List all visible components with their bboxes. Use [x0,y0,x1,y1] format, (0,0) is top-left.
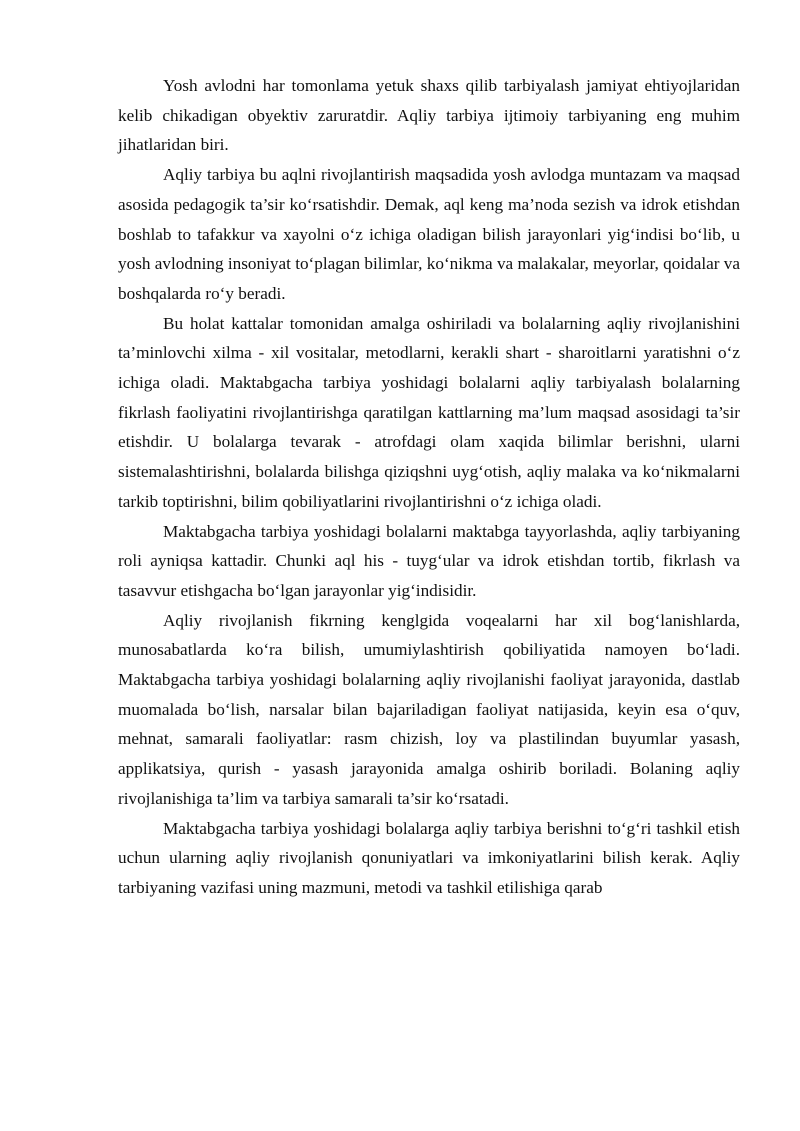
paragraph-2: Aqliy tarbiya bu aqlni rivojlantirish maqsadida yosh avlodga muntazam va maqsad asosida pedagogik ta’sir ko‘rsatishdir. Demak, aql keng ma’noda sezish va idrok etishdan boshlab to tafakkur va xayolni o‘z ichiga oladigan bilish jarayonlari yig‘indisi bo‘lib, u yosh avlodning insoniyat to‘plagan bilimlar, ko‘nikma va malakalar, meyorlar, qoidalar va boshqalarda ro‘y beradi. [118,165,740,303]
paragraph-5: Aqliy rivojlanish fikrning kenglgida voqealarni har xil bog‘lanishlarda, munosabatlarda ko‘ra bilish, umumiylashtirish qobiliyatida namoyen bo‘ladi. Maktabgacha tarbiya yoshidagi bolalarning aqliy rivojlanishi faoliyat jarayonida, dastlab muomalada bo‘lish, narsalar bilan bajariladigan faoliyat natijasida, keyin esa o‘quv, mehnat, samarali faoliyatlar: rasm chizish, loy va plastilindan buyumlar yasash, applikatsiya, qurish - yasash jarayonida amalga oshirib boriladi. Bolaning aqliy rivojlanishiga ta’lim va tarbiya samarali ta’sir ko‘rsatadi. [118,610,740,808]
paragraph-1: Yosh avlodni har tomonlama yetuk shaxs qilib tarbiyalash jamiyat ehtiyojlaridan kelib chikadigan obyektiv zaruratdir. Aqliy tarbiya ijtimoiy tarbiyaning eng muhim jihatlaridan biri. [118,76,740,155]
document-body [118,71,740,903]
paragraph-6: Maktabgacha tarbiya yoshidagi bolalarga aqliy tarbiya berishni to‘g‘ri tashkil etish uchun ularning aqliy rivojlanish qonuniyatlari va imkoniyatlarini bilish kerak. Aqliy tarbiyaning vazifasi uning mazmuni, metodi va tashkil etilishiga qarab [118,818,740,897]
paragraph-4: Maktabgacha tarbiya yoshidagi bolalarni maktabga tayyorlashda, aqliy tarbiyaning roli ayniqsa kattadir. Chunki aql his - tuyg‘ular va idrok etishdan tortib, fikrlash va tasavvur etishgacha bo‘lgan jarayonlar yig‘indisidir. [118,521,740,600]
paragraph-3: Bu holat kattalar tomonidan amalga oshiriladi va bolalarning aqliy rivojlanishini ta’minlovchi xilma - xil vositalar, metodlarni, kerakli shart - sharoitlarni yaratishni o‘z ichiga oladi. Maktabgacha tarbiya yoshidagi bolalarni aqliy tarbiyalash bolalarning fikrlash faoliyatini rivojlantirishga qaratilgan kattlarning ma’lum maqsad asosidagi ta’sir etishdir. U bolalarga tevarak - atrofdagi olam xaqida bilimlar berishni, ularni sistemalashtirishni, bolalarda bilishga qiziqshni uyg‘otish, aqliy malaka va ko‘nikmalarni tarkib toptirishni, bilim qobiliyatlarini rivojlantirishni o‘z ichiga oladi. [118,313,740,511]
